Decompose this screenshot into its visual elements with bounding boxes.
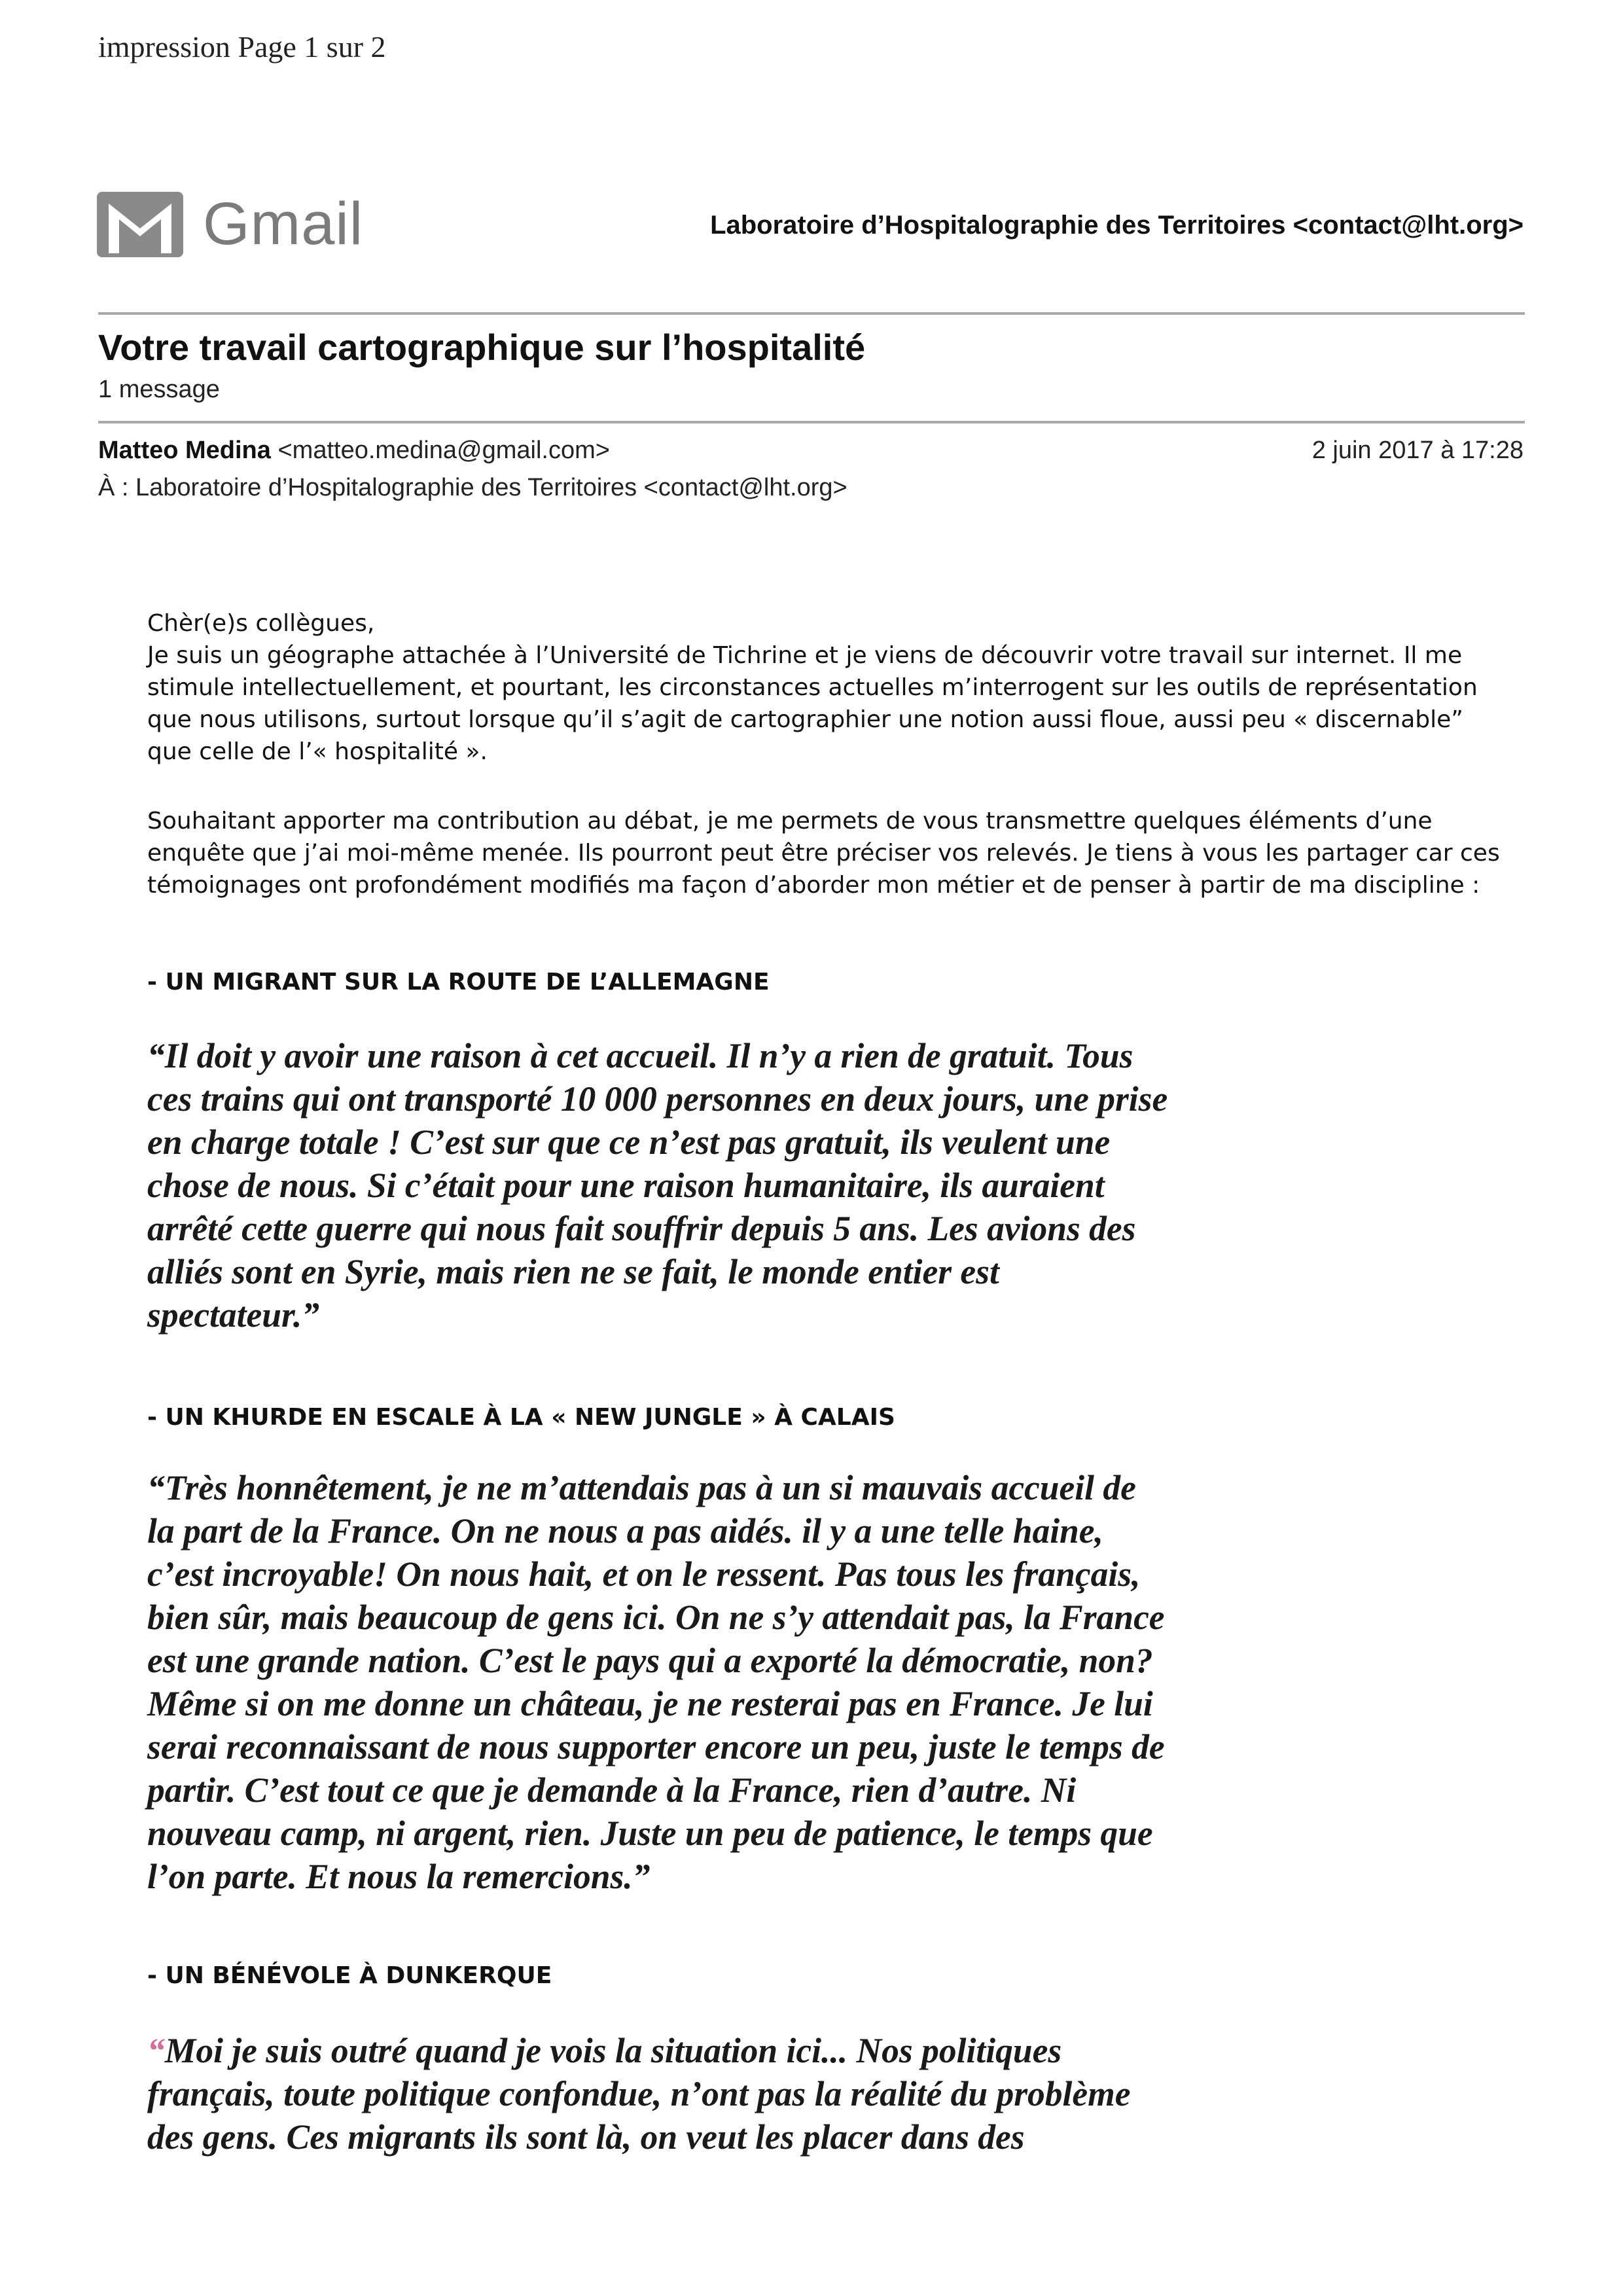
thread-subject: Votre travail cartographique sur l’hospitalité xyxy=(98,327,866,368)
open-quote-mark: “ xyxy=(147,2031,165,2070)
sender-address: <matteo.medina@gmail.com> xyxy=(277,437,610,464)
sender-name: Matteo Medina xyxy=(98,437,271,464)
gmail-wordmark: Gmail xyxy=(203,190,364,257)
open-quote-mark: “ xyxy=(147,1468,165,1507)
message-count: 1 message xyxy=(98,376,220,403)
print-page-header: impression Page 1 sur 2 xyxy=(98,30,386,63)
message-body-intro xyxy=(147,607,1508,768)
quote-text: Très honnêtement, je ne m’attendais pas à un si mauvais accueil de la part de la France. On ne nous a pas aidés. il y a une telle haine, c’est incroyable! On nous hait, et on le ressent. Pas tous les français, bien sûr, mais beaucoup de gens ici. On ne s’y attendait pas, la France est une grande nation. C’est le pays qui a exporté la démocratie, non? Même si on me donne un château, je ne resterai pas en France. Je lui serai reconnaissant de nous supporter encore un peu, juste le temps de partir. C’est tout ce que je demande à la France, rien d’autre. Ni nouveau camp, ni argent, rien. Juste un peu de patience, le temps que l’on parte. Et nous la remercions.” xyxy=(147,1468,1165,1896)
message-body-continued xyxy=(147,805,1508,901)
header-divider xyxy=(98,312,1525,315)
quote-text: Il doit y avoir une raison à cet accueil. Il n’y a rien de gratuit. Tous ces trains qui ont transporté 10 000 personnes en deux jours, une prise en charge totale ! C’est sur que ce n’est pas gratuit, ils veulent une chose de nous. Si c’était pour une raison humanitaire, ils auraient arrêté cette guerre qui nous fait souffrir depuis 5 ans. Les avions des alliés sont en Syrie, mais rien ne se fait, le monde entier est spectateur.” xyxy=(147,1036,1168,1335)
account-label: Laboratoire d’Hospitalographie des Territoires <contact@lht.org> xyxy=(710,211,1524,240)
message-date: 2 juin 2017 à 17:28 xyxy=(1311,437,1524,464)
greeting: Chèr(e)s collègues, xyxy=(147,610,375,637)
body-paragraph: Souhaitant apporter ma contribution au débat, je me permets de vous transmettre quelques éléments d’une enquête que j’ai moi-même menée. Ils pourront peut être préciser vos relevés. Je tiens à vous les partager car ces témoignages ont profondément modifiés ma façon d’aborder mon métier et de penser à partir de ma discipline : xyxy=(147,808,1500,899)
testimony-quote xyxy=(147,2029,1168,2159)
open-quote-mark: “ xyxy=(147,1036,165,1075)
section-heading: - UN BÉNÉVOLE À DUNKERQUE xyxy=(147,1962,552,1989)
sender-line xyxy=(98,437,610,465)
section-heading: - UN MIGRANT SUR LA ROUTE DE L’ALLEMAGNE xyxy=(147,969,770,996)
gmail-logo xyxy=(96,190,363,259)
thread-divider xyxy=(98,421,1525,423)
body-paragraph: Je suis un géographe attachée à l’Université de Tichrine et je viens de découvrir votre travail sur internet. Il me stimule intellectuellement, et pourtant, les circonstances actuelles m’interrogent sur les outils de représentation que nous utilisons, surtout lorsque qu’il s’agit de cartographier une notion aussi floue, aussi peu « discernable” que celle de l’« hospitalité ». xyxy=(147,642,1478,765)
quote-text: Moi je suis outré quand je vois la situation ici... Nos politiques français, toute politique confondue, n’ont pas la réalité du problème des gens. Ces migrants ils sont là, on veut les placer dans des xyxy=(147,2031,1131,2157)
recipient-line: À : Laboratoire d’Hospitalographie des Territoires <contact@lht.org> xyxy=(98,474,847,501)
section-heading: - UN KHURDE EN ESCALE À LA « NEW JUNGLE » À CALAIS xyxy=(147,1404,895,1431)
gmail-envelope-icon xyxy=(96,190,185,259)
testimony-quote xyxy=(147,1466,1168,1898)
testimony-quote xyxy=(147,1034,1168,1336)
